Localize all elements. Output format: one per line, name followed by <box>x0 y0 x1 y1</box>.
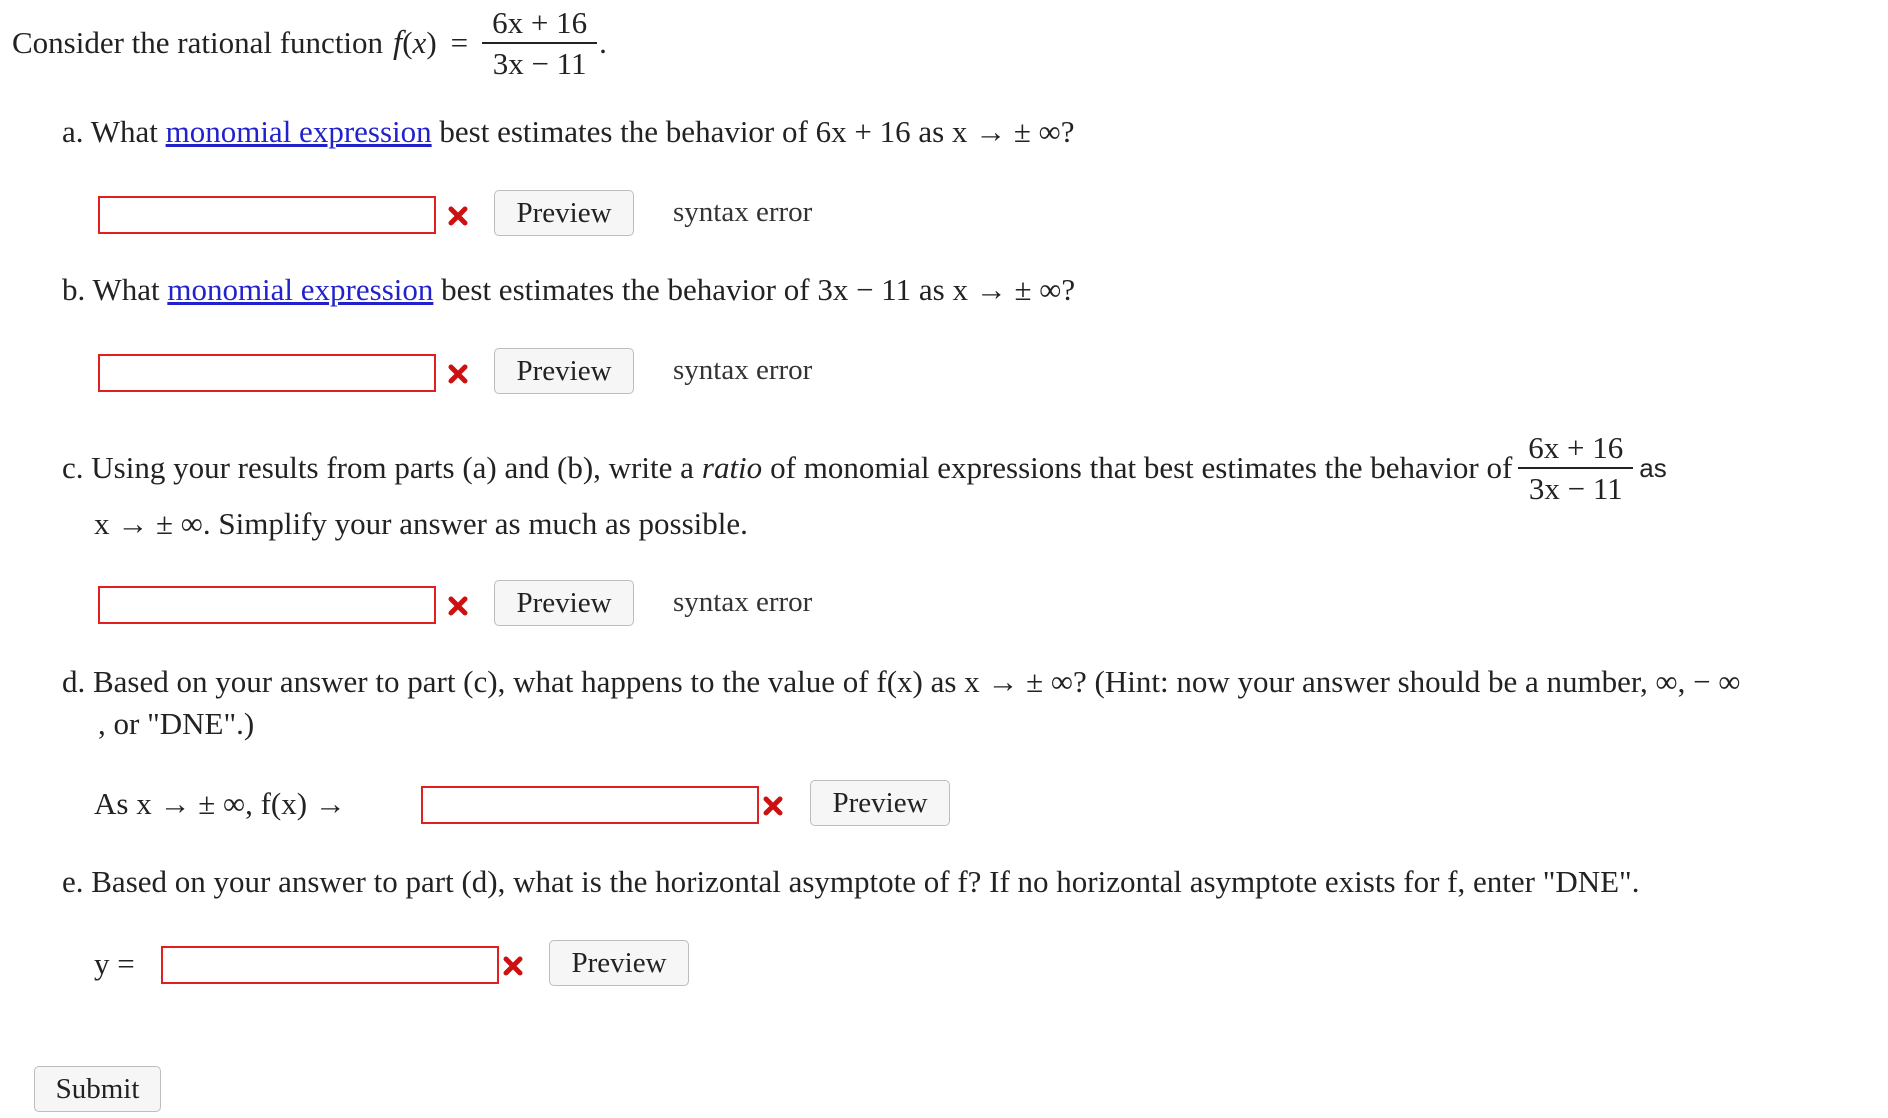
paren-close: ) <box>426 25 437 60</box>
part-b-answer-input[interactable] <box>98 354 436 392</box>
part-c-line2: x → ± ∞. Simplify your answer as much as possible. <box>94 506 748 541</box>
part-a-prefix: a. What <box>62 114 158 149</box>
part-a-preview-button[interactable]: Preview <box>494 190 634 236</box>
part-a-middle: best estimates the behavior of <box>439 114 808 149</box>
part-d-preview-button[interactable]: Preview <box>810 780 950 826</box>
part-c-text-b: of monomial expressions that best estimates the behavior of <box>770 450 1513 485</box>
error-x-icon <box>448 596 468 616</box>
part-c-text-a: c. Using your results from parts (a) and (b), write a <box>62 450 694 485</box>
part-d-line1: d. Based on your answer to part (c), what happens to the value of f(x) as x → ± ∞? (Hint: now your answer should be a number, ∞, − ∞ <box>62 664 1741 699</box>
part-c-as-word: as <box>1639 452 1667 483</box>
error-x-icon <box>503 956 523 976</box>
intro-numerator: 6x + 16 <box>492 5 588 40</box>
intro-fraction <box>482 3 597 83</box>
part-c-preview-button[interactable]: Preview <box>494 580 634 626</box>
part-a-monomial-link[interactable]: monomial expression <box>165 114 432 149</box>
part-b-preview-button[interactable]: Preview <box>494 348 634 394</box>
submit-button[interactable]: Submit <box>34 1066 161 1112</box>
part-c-ratio-word: ratio <box>701 450 763 485</box>
part-b-expr: 3x − 11 <box>817 272 912 307</box>
part-e-preview-button[interactable]: Preview <box>549 940 689 986</box>
part-c-fraction <box>1518 428 1633 508</box>
part-a-suffix: as x → ± ∞? <box>918 114 1075 149</box>
error-x-icon <box>763 796 783 816</box>
part-d-line2: , or "DNE".) <box>98 706 255 741</box>
intro-text: Consider the rational function <box>12 25 384 60</box>
part-c-line1 <box>62 428 1667 508</box>
part-b-monomial-link[interactable]: monomial expression <box>167 272 434 307</box>
paren-open: ( <box>402 25 413 60</box>
part-a-expr: 6x + 16 <box>815 114 911 149</box>
part-c-status: syntax error <box>673 586 813 618</box>
part-e-line1: e. Based on your answer to part (d), what is the horizontal asymptote of f? If no horizontal asymptote exists for f, enter "DNE". <box>62 864 1640 899</box>
part-b-status: syntax error <box>673 354 813 386</box>
part-c-numerator: 6x + 16 <box>1528 430 1624 465</box>
part-e-answer-input[interactable] <box>161 946 499 984</box>
function-name: f <box>393 24 403 61</box>
error-x-icon <box>448 364 468 384</box>
part-b-question <box>62 272 1075 308</box>
part-d-answer-prefix: As x → ± ∞, f(x) → <box>94 786 346 821</box>
function-variable: x <box>412 25 427 60</box>
part-e-answer-prefix: y = <box>94 946 135 981</box>
part-c-answer-input[interactable] <box>98 586 436 624</box>
error-x-icon <box>448 206 468 226</box>
intro-period: . <box>599 25 607 60</box>
part-b-suffix: as x → ± ∞? <box>918 272 1076 307</box>
intro-line <box>12 5 607 81</box>
part-b-middle: best estimates the behavior of <box>441 272 810 307</box>
intro-denominator: 3x − 11 <box>492 46 587 81</box>
part-a-status: syntax error <box>673 196 813 228</box>
part-a-question <box>62 114 1075 150</box>
equals-sign: = <box>450 25 469 60</box>
part-b-prefix: b. What <box>62 272 160 307</box>
part-a-answer-input[interactable] <box>98 196 436 234</box>
part-d-answer-input[interactable] <box>421 786 759 824</box>
part-c-denominator: 3x − 11 <box>1528 471 1623 506</box>
